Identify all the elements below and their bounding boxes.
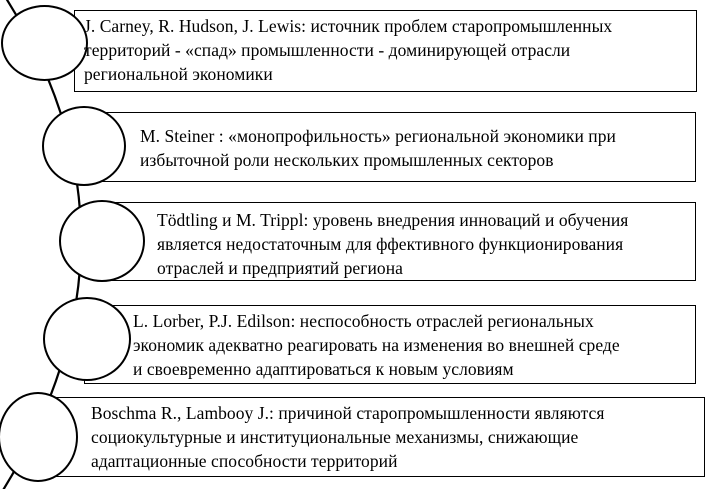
statement-line: отраслей и предприятий региона — [157, 258, 403, 278]
statement-line: Boschma R., Lambooy J.: причиной старопромышленности являются — [91, 403, 605, 423]
statement-line: избыточной роли нескольких промышленных секторов — [140, 150, 554, 170]
statement-line: является недостаточным для ффективного функционирования — [157, 234, 624, 254]
statement-text-lorber — [133, 309, 620, 381]
statement-line: J. Carney, R. Hudson, J. Lewis: источник проблем старопромышленных — [84, 16, 613, 36]
statement-line: L. Lorber, P.J. Edilson: неспособность отраслей региональных — [133, 311, 594, 331]
statement-line: социокультурные и институциональные механизмы, снижающие — [91, 427, 579, 447]
statement-line: Tödtling и M. Trippl: уровень внедрения инноваций и обучения — [157, 210, 629, 230]
bullet-circle-todtling — [59, 200, 145, 282]
statement-line: и своевременно адаптироваться к новым условиям — [133, 359, 514, 379]
statement-text-todtling — [157, 208, 628, 280]
statement-line: экономик адекватно реагировать на изменения во внешней среде — [133, 335, 620, 355]
bullet-circle-boschma — [0, 392, 78, 482]
bullet-circle-steiner — [42, 106, 126, 186]
statement-line: территорий - «спад» промышленности - доминирующей отрасли — [84, 40, 571, 60]
statement-text-carney — [84, 14, 612, 86]
bullet-circle-lorber — [43, 297, 131, 381]
statement-text-steiner — [140, 124, 616, 172]
bullet-circle-carney — [1, 5, 88, 81]
statement-line: региональной экономики — [84, 64, 273, 84]
statement-text-boschma — [91, 401, 604, 473]
statement-line: адаптационные способности территорий — [91, 451, 398, 471]
statement-line: M. Steiner : «монопрофильность» региональной экономики при — [140, 126, 616, 146]
